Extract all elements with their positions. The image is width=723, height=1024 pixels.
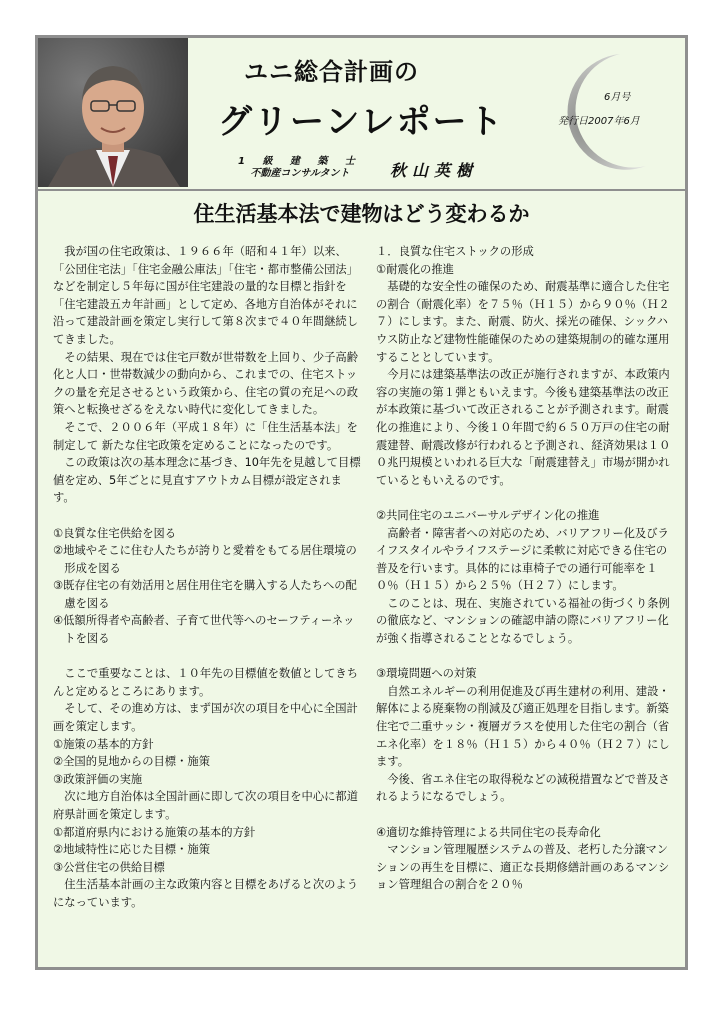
author-name: 秋山英樹 [390,161,479,180]
paragraph: このことは、現在、実施されている福祉の街づくり条例の徹底など、マンションの確認申請の際にバリアフリー化が強く指導されることとなるでしょう。 [376,596,670,646]
paragraph: ①都道府県内における施策の基本的方針 [53,825,256,839]
paragraph-spacer [53,507,361,525]
paragraph: そして、その進め方は、まず国が次の項目を中心に全国計画を策定します。 [53,702,358,734]
paragraph-spacer [53,648,361,666]
paragraph: １．良質な住宅ストックの形成 [376,245,534,258]
paragraph: ①良質な住宅供給を図る [53,526,177,540]
paragraph: 住生活基本計画の主な政策内容と目標をあげると次のようになっています。 [53,878,359,909]
paragraph: ③公営住宅の供給目標 [53,860,165,874]
author-role [238,156,362,180]
paragraph: 今後、省エネ住宅の取得税などの減税措置などで普及されるようになるでしょう。 [376,772,670,804]
paragraph: ③環境問題への対策 [376,667,477,681]
paragraph: ②全国的見地からの目標・施策 [53,755,210,769]
author-role-line2: 不動産コンサルタント [250,168,350,179]
paragraph: 自然エネルギーの利用促進及び再生建材の利用、建設・解体による廃棄物の削減及び適正処理を目指します。新築住宅で二重サッシ・複層ガラスを使用した住宅の割合（省エネ化率）を１８％（Ｈ１５）から４０％（Ｈ２７）にします。 [376,684,670,769]
paragraph: その結果、現在では住宅戸数が世帯数を上回り、少子高齢化と人口・世帯数減少の動向から、これまでの、住宅ストックの量を充足させるという政策から、住宅の質の充足への政策へと転換せざるをえない時代に変化してきました。 [53,350,359,417]
paragraph-spacer [376,489,678,507]
paragraph: マンション管理履歴システムの普及、老朽した分譲マンションの再生を目標に、適正な長期修繕計画のあるマンション管理組合の割合を２０％ [376,843,670,892]
paragraph: 高齢者・障害者への対応のため、バリアフリー化及びライフスタイルやライフステージに柔軟に対応できる住宅の普及を行います。具体的には車椅子での通行可能率を１０％（Ｈ１５）から２５％（Ｈ２７）にします。 [376,526,669,593]
report-title-line2: グリーンレポート [218,102,505,142]
left-column [53,243,361,912]
paragraph: ①施策の基本的方針 [53,737,154,751]
paragraph: ②共同住宅のユニバーサルデザイン化の推進 [376,508,600,522]
paragraph: ④低額所得者や高齢者、子育て世代等へのセーフティーネットを図る [53,614,355,646]
paragraph: ④適切な維持管理による共同住宅の長寿命化 [376,825,601,839]
paragraph: ③政策評価の実施 [53,772,143,786]
author-role-line1: 1 級 建 築 士 [238,156,362,167]
report-frame [35,35,688,970]
paragraph: 次に地方自治体は全国計画に即して次の項目を中心に都道府県計画を策定します。 [53,790,359,821]
article-headline: 住生活基本法で建物はどう変わるか [193,202,530,226]
right-column [376,243,678,894]
author-photo [38,38,188,187]
paragraph: ③既存住宅の有効活用と居住用住宅を購入する人たちへの配慮を図る [53,579,357,610]
paragraph: 今月には建築基準法の改正が施行されますが、本政策内容の実施の第１弾ともいえます。今後も建築基準法の改正が本政策に基づいて改正されることが予測されます。耐震化の推進により、今後１０年間で約６５０万戸の住宅の耐震建替、耐震改修が行われると予測され、経済効果は１００兆円規模といわれる巨大な「耐震建替え」市場が開かれているともいえるのです。 [376,368,671,487]
issue-month: 6月号 [604,92,631,103]
paragraph: ②地域特性に応じた目標・施策 [53,843,210,857]
publish-date: 発行日2007年6月 [558,116,640,127]
report-title-line1: ユニ総合計画の [244,58,419,86]
paragraph: ここで重要なことは、１０年先の目標値を数値としてきちんと定めるところにあります。 [53,667,359,698]
report-header [38,38,685,191]
paragraph: この政策は次の基本理念に基づき、10年先を見越して目標値を定め、5年ごとに見直すアウトカム目標が設定されます。 [53,456,361,505]
paragraph: そこで、２００６年（平成１８年）に「住生活基本法」を制定して 新たな住宅政策を定めることになったのです。 [53,420,358,452]
paragraph-spacer [376,648,678,666]
paragraph: 基礎的な安全性の確保のため、耐震基準に適合した住宅の割合（耐震化率）を７５％（Ｈ１５）から９０％（Ｈ２７）にします。また、耐震、防火、採光の確保、シックハウス防止など建物性能確保のための建築規制の的確な運用することとしています。 [376,280,670,364]
paragraph: 我が国の住宅政策は、１９６６年（昭和４１年）以来、「公団住宅法」「住宅金融公庫法」「住宅・都市整備公団法」などを制定し５年毎に国が住宅建設の量的な目標と指針を「住宅建設五カ年計画」として定め、各地方自治体がそれに沿って建設計画を策定し実行して第８次まで４０年間継続してきました。 [53,245,359,346]
paragraph-spacer [376,806,678,824]
paragraph: ②地域やそこに住む人たちが誇りと愛着をもてる居住環境の形成を図る [53,544,357,575]
paragraph: ①耐震化の推進 [376,262,454,276]
